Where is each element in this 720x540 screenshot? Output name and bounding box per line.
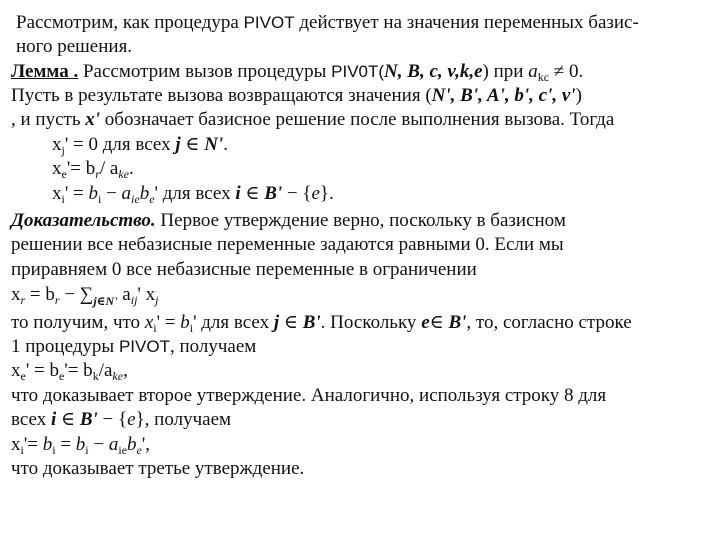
- proof-line-2: решении все небазисные переменные задаются равными 0. Если мы: [11, 234, 564, 255]
- proof-line-6: что доказывает второе утверждение. Аналогично, используя строку 8 для: [11, 385, 607, 406]
- claim-3: $x_i' = b_i - a_{ie}b_e'$ для всех i ∈ B' − {e}.: [52, 183, 334, 206]
- procedure-name: PIVOT: [243, 13, 295, 32]
- lemma-line: Лемма . Рассмотрим вызов процедуры PIV0T(N, B, c, v,k,e) при $a_{kc} \ne 0$.: [11, 61, 584, 84]
- proof-line-5: 1 процедуры PIVOT, получаем: [11, 336, 257, 357]
- paragraph-intro-line-2: ного решения.: [16, 36, 133, 57]
- proof-line-7: всех i ∈ B' − {e}, получаем: [11, 409, 232, 430]
- proof-line-1: Доказательство. Первое утверждение верно, поскольку в базисном: [11, 210, 566, 231]
- proof-heading: Доказательство.: [11, 210, 156, 231]
- paragraph-intro-line-1: Рассмотрим, как процедура PIVOT действует на значения переменных базис-: [16, 12, 639, 33]
- lemma-basic-solution-line: , и пусть x' обозначает базисное решение после выполнения вызова. Тогда: [11, 109, 615, 130]
- xe-formula: $x_e' = b_e'= b_k/a_{ke}$,: [11, 360, 128, 383]
- sum-symbol: ∑: [79, 284, 94, 305]
- lemma-returns-line: Пусть в результате вызова возвращаются значения (N', B', A', b', c', v'): [11, 85, 582, 106]
- claim-2: $x_e'= b_r/$ $a_{ke}$.: [52, 158, 134, 181]
- claim-1: $x_j' = 0$ для всех j ∈ N'.: [52, 134, 228, 157]
- xi-formula: $x_i'= b_i = b_i - a_{ie}b_e'$,: [11, 434, 151, 457]
- constraint-formula: $x_r = b_r - \sum_{j\in N'}$ $a_{ij}'$ $x_j$: [11, 284, 159, 308]
- proof-line-4: то получим, что $x_i' = b_i'$ для всех j ∈ B'. Поскольку e∈ B', то, согласно строке: [11, 312, 632, 335]
- proof-line-8: что доказывает третье утверждение.: [11, 458, 305, 479]
- proof-line-3: приравняем 0 все небазисные переменные в ограничении: [11, 259, 477, 280]
- lemma-heading: Лемма .: [11, 61, 79, 82]
